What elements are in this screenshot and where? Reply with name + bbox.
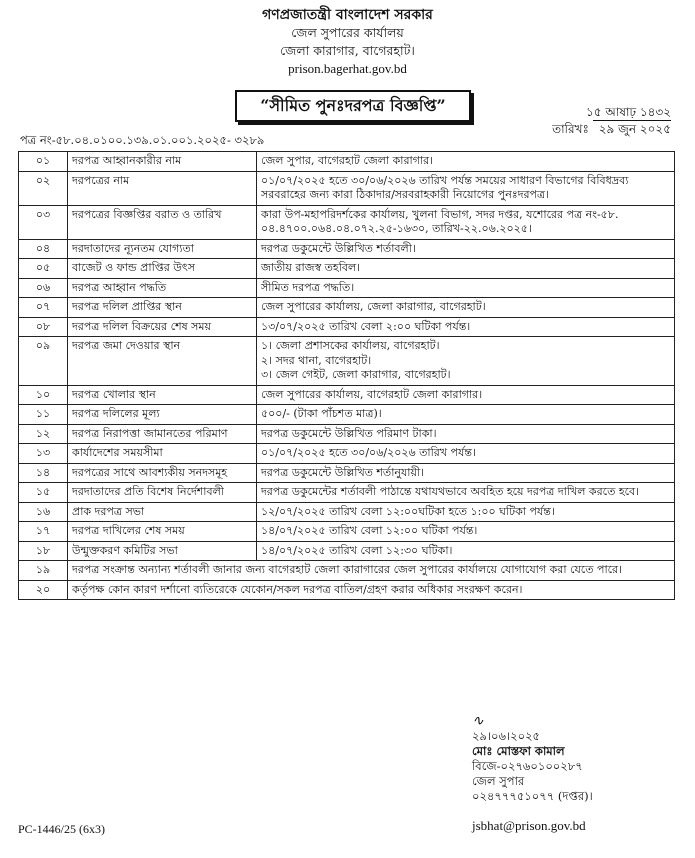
footer-code: PC-1446/25 (6x3) [18,822,105,836]
row-serial: ০১ [19,152,68,172]
row-item: দরদাতাদের প্রতি বিশেষ নির্দেশাবলী [68,483,257,503]
table-row [19,444,675,464]
signatory-email: jsbhat@prison.gov.bd [472,818,586,833]
row-item: প্রাক দরপত্র সভা [68,502,257,522]
signature-block [472,714,593,804]
row-value: ৫০০/- (টাকা পাঁচশত মাত্র)। [257,405,675,425]
row-serial: ১৭ [19,522,68,542]
row-serial: ১৩ [19,444,68,464]
table-row [19,541,675,561]
row-value: জেল সুপার, বাগেরহাট জেলা কারাগার। [257,152,675,172]
letterhead [0,6,695,78]
table-row [19,259,675,279]
row-item: দরপত্রের নাম [68,171,257,205]
row-value: দরপত্র ডকুমেন্টে উল্লিখিত শর্তাবলী। [257,239,675,259]
org-name: গণপ্রজাতন্ত্রী বাংলাদেশ সরকার [262,7,433,23]
row-item: দরপত্র দাখিলের শেষ সময় [68,522,257,542]
table-row-full [19,561,675,581]
row-serial: ১৫ [19,483,68,503]
table-row [19,522,675,542]
row-serial: ১২ [19,424,68,444]
website: prison.bagerhat.gov.bd [288,61,407,76]
row-item: দরপত্র দলিল প্রাপ্তির স্থান [68,298,257,318]
row-item: দরপত্র জমা দেওয়ার স্থান [68,337,257,386]
date-english: ২৯ জুন ২০২৫ [593,120,671,137]
row-value: ১। জেলা প্রশাসকের কার্যালয়, বাগেরহাট। ২। সদর থানা, বাগেরহাট। ৩। জেল গেইট, জেলা কারাগার, বাগেরহাট। [257,337,675,386]
signature-mark: ∿ [472,713,484,729]
row-item: বাজেট ও ফান্ড প্রাপ্তির উৎস [68,259,257,279]
row-serial: ০৭ [19,298,68,318]
table-row [19,239,675,259]
table-row [19,205,675,239]
table-row [19,405,675,425]
row-serial: ০৫ [19,259,68,279]
table-row [19,152,675,172]
date-english-line [552,120,671,137]
table-row [19,483,675,503]
jail-name: জেলা কারাগার, বাগেরহাট। [280,43,415,58]
tender-table [18,151,675,600]
date-label: তারিখঃ [552,122,589,136]
row-value: সীমিত দরপত্র পদ্ধতি। [257,278,675,298]
row-serial: ২০ [19,580,68,600]
row-item: কার্যাদেশের সময়সীমা [68,444,257,464]
office-name: জেল সুপারের কার্যালয় [291,25,404,40]
row-item: দরপত্রের সাথে আবশ্যকীয় সনদসমূহ [68,463,257,483]
row-full-text: কর্তৃপক্ষ কোন কারণ দর্শানো ব্যতিরেকে যেকোন/সকল দরপত্র বাতিল/গ্রহণ করার অধিকার সংরক্ষণ করেন। [68,580,675,600]
table-row [19,317,675,337]
table-row-full [19,580,675,600]
row-serial: ১৯ [19,561,68,581]
signatory-designation: জেল সুপার [472,774,525,788]
table-row [19,463,675,483]
table-row [19,278,675,298]
row-serial: ১০ [19,385,68,405]
row-item: দরপত্রের বিজ্ঞপ্তির বরাত ও তারিখ [68,205,257,239]
row-value: ০১/০৭/২০২৫ হতে ৩০/০৬/২০২৬ তারিখ পর্যন্ত সময়ের সাধারণ বিভাগের বিবিধদ্রব্য সরবরাহের জন্য কারা ঠিকাদার/সরবরাহকারী নিয়োগের পুনঃদরপত্র। [257,171,675,205]
row-serial: ০৮ [19,317,68,337]
row-serial: ০৪ [19,239,68,259]
memo-number: পত্র নং-৫৮.০৪.০১০০.১৩৯.০১.০০১.২০২৫- ৩২৮৯ [20,133,265,147]
row-value: জাতীয় রাজস্ব তহবিল। [257,259,675,279]
row-item: দরদাতাদের ন্যূনতম যোগ্যতা [68,239,257,259]
row-full-text: দরপত্র সংক্রান্ত অন্যান্য শর্তাবলী জানার জন্য বাগেরহাট জেলা কারাগারের জেল সুপারের কার্যালয়ে যোগাযোগ করা যেতে পারে। [68,561,675,581]
table-row [19,424,675,444]
table-row [19,502,675,522]
row-serial: ০৬ [19,278,68,298]
row-value: জেল সুপারের কার্যালয়, বাগেরহাট জেলা কারাগার। [257,385,675,405]
row-item: দরপত্র নিরাপত্তা জামানতের পরিমাণ [68,424,257,444]
row-value: ১৪/০৭/২০২৫ তারিখ বেলা ১২:৩০ ঘটিকা। [257,541,675,561]
signatory-bp: বিজে-০২৭৬০১০০২৮৭ [472,759,583,773]
row-serial: ১৮ [19,541,68,561]
row-value: দরপত্র ডকুমেন্টে উল্লিখিত পরিমাণ টাকা। [257,424,675,444]
row-value: ১২/০৭/২০২৫ তারিখ বেলা ১২:০০ঘটিকা হতে ১:০০ ঘটিকা পর্যন্ত। [257,502,675,522]
row-serial: ০৩ [19,205,68,239]
row-value: দরপত্র ডকুমেন্টের শর্তাবলী পাঠান্তে যথাযথভাবে অবহিত হয়ে দরপত্র দাখিল করতে হবে। [257,483,675,503]
signature-date: ২৯।০৬।২০২৫ [472,729,541,743]
row-item: উন্মুক্তকরণ কমিটির সভা [68,541,257,561]
table-row [19,171,675,205]
row-value: ০১/০৭/২০২৫ হতে ৩০/০৬/২০২৬ তারিখ পর্যন্ত। [257,444,675,464]
signatory-phone: ০২৪৭৭৭৫১০৭৭ (দপ্তর)। [472,789,593,803]
row-value: ১৩/০৭/২০২৫ তারিখ বেলা ২:০০ ঘটিকা পর্যন্ত। [257,317,675,337]
row-item: দরপত্র খোলার স্থান [68,385,257,405]
row-value: ১৪/০৭/২০২৫ তারিখ বেলা ১২:০০ ঘটিকা পর্যন্ত। [257,522,675,542]
row-item: দরপত্র আহ্বানকারীর নাম [68,152,257,172]
row-value: দরপত্র ডকুমেন্টে উল্লিখিত শর্তানুযায়ী। [257,463,675,483]
row-value: কারা উপ-মহাপরিদর্শকের কার্যালয়, খুলনা বিভাগ, সদর দপ্তর, যশোরের পত্র নং-৫৮. ০৪.৪৭০০.০৬৪.০৪.০৭২.২৫-১৬৩০, তারিখ-২২.০৬.২০২৫। [257,205,675,239]
row-value: জেল সুপারের কার্যালয়, জেলা কারাগার, বাগেরহাট। [257,298,675,318]
row-item: দরপত্র আহ্বান পদ্ধতি [68,278,257,298]
row-serial: ১১ [19,405,68,425]
notice-title: “সীমিত পুনঃদরপত্র বিজ্ঞপ্তি” [235,90,471,122]
row-serial: ০৯ [19,337,68,386]
date-block [552,104,671,137]
date-bangla: ১৫ আষাঢ় ১৪৩২ [585,105,671,119]
row-item: দরপত্র দলিল বিক্রয়ের শেষ সময় [68,317,257,337]
table-row [19,385,675,405]
row-item: দরপত্র দলিলের মূল্য [68,405,257,425]
row-serial: ০২ [19,171,68,205]
row-serial: ১৬ [19,502,68,522]
row-serial: ১৪ [19,463,68,483]
table-row [19,337,675,386]
signatory-name: মোঃ মোস্তফা কামাল [472,744,565,758]
table-row [19,298,675,318]
